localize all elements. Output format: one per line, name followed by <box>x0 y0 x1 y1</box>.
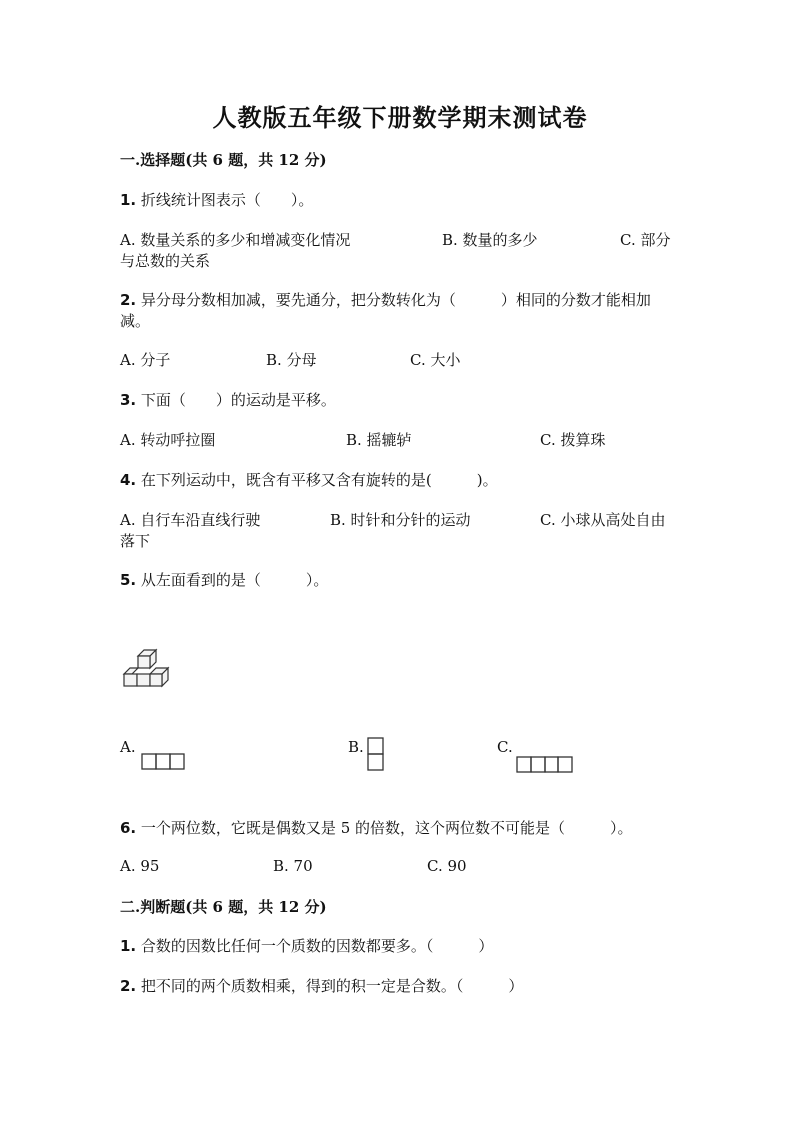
question-number: 1. <box>120 937 137 955</box>
question-text: 合数的因数比任何一个质数的因数都要多。（ ） <box>140 937 494 955</box>
question-text: 异分母分数相加减，要先通分，把分数转化为（ ）相同的分数才能相加 <box>140 291 651 309</box>
option-b[interactable]: B. 70 <box>273 857 313 875</box>
option-c-continued: 落下 <box>120 532 151 550</box>
option-a[interactable]: A. 分子 <box>120 351 171 369</box>
question-number: 5. <box>120 571 137 589</box>
question-number: 6. <box>120 819 137 837</box>
judgment-question-1 <box>120 935 493 956</box>
option-c[interactable]: C. 大小 <box>410 351 461 369</box>
question-6 <box>120 817 633 838</box>
cube-front-face <box>150 674 162 686</box>
option-b[interactable]: B. 摇辘轳 <box>346 431 412 449</box>
option-a[interactable]: A. 数量关系的多少和增减变化情况 <box>120 231 351 249</box>
option-c[interactable]: C. 部分 <box>620 231 671 249</box>
option-b[interactable]: B. <box>348 738 364 756</box>
option-c-figure <box>516 756 574 774</box>
cube-top-face <box>124 668 138 674</box>
option-b[interactable]: B. 数量的多少 <box>442 231 538 249</box>
option-c[interactable]: C. 拨算珠 <box>540 431 606 449</box>
question-number: 4. <box>120 471 137 489</box>
question-number: 2. <box>120 291 137 309</box>
cube-figure <box>118 642 178 694</box>
option-a-figure <box>141 753 187 771</box>
section-header: 二.判断题(共 6 题，共 12 分) <box>120 898 327 916</box>
question-1 <box>120 189 313 210</box>
question-number: 3. <box>120 391 137 409</box>
question-3 <box>120 389 336 410</box>
option-b-figure <box>367 737 385 773</box>
question-2 <box>120 289 651 310</box>
question-text: 下面（ ）的运动是平移。 <box>140 391 336 409</box>
cube-front-face <box>124 674 137 686</box>
option-c-continued: 与总数的关系 <box>120 252 211 270</box>
question-text: 折线统计图表示（ ）。 <box>140 191 314 209</box>
question-5 <box>120 569 328 590</box>
option-c[interactable]: C. 小球从高处自由 <box>540 511 666 529</box>
judgment-question-2 <box>120 975 523 996</box>
question-text: 把不同的两个质数相乘，得到的积一定是合数。（ ） <box>140 977 524 995</box>
option-a[interactable]: A. 自行车沿直线行驶 <box>120 511 261 529</box>
option-a[interactable]: A. <box>120 738 136 756</box>
question-number: 1. <box>120 191 137 209</box>
option-c[interactable]: C. 90 <box>427 857 467 875</box>
page-title: 人教版五年级下册数学期末测试卷 <box>212 103 588 132</box>
section-header: 一.选择题(共 6 题，共 12 分) <box>120 151 327 169</box>
option-c[interactable]: C. <box>497 738 513 756</box>
question-number: 2. <box>120 977 137 995</box>
option-b[interactable]: B. 时针和分针的运动 <box>330 511 471 529</box>
question-4 <box>120 469 498 490</box>
cube-front-face <box>138 656 150 668</box>
option-b[interactable]: B. 分母 <box>266 351 317 369</box>
option-a[interactable]: A. 转动呼拉圈 <box>120 431 216 449</box>
option-a[interactable]: A. 95 <box>120 857 160 875</box>
question-text: 从左面看到的是（ ）。 <box>140 571 329 589</box>
cube-front-face <box>137 674 150 686</box>
question-text: 在下列运动中，既含有平移又含有旋转的是( )。 <box>140 471 498 489</box>
question-text: 一个两位数，它既是偶数又是 5 的倍数，这个两位数不可能是（ ）。 <box>140 819 633 837</box>
question-2-continued: 减。 <box>120 312 151 330</box>
